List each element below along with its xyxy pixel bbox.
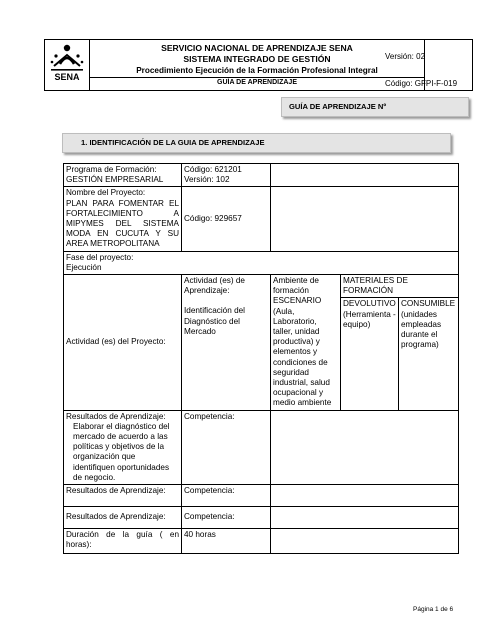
competencia-cell: [182, 485, 271, 507]
duracion-value: 40 horas: [184, 530, 216, 540]
resultados-label: Resultados de Aprendizaje:: [66, 512, 166, 522]
ambiente-cell: [271, 275, 341, 411]
programa-version: Versión: 102: [184, 175, 230, 185]
consumible-cell: [399, 298, 459, 410]
proyecto-value: PLAN PARA FOMENTAR EL FORTALECIMIENTO A MIPYMES DEL SISTEMA MODA EN CUCUTA Y SU AREA METROPOLITANA: [66, 198, 179, 249]
table-row-programa: [64, 164, 459, 187]
materiales-header-cell: [341, 275, 459, 298]
ambiente-text: Ambiente de formación ESCENARIO (Aula, Laboratorio, taller, unidad productiva) y elementos y condiciones de seguridad industrial, salud ocupacional y medio ambiente: [273, 276, 332, 408]
header-line-2: SISTEMA INTEGRADO DE GESTIÓN: [183, 54, 331, 64]
fase-cell: [64, 251, 459, 274]
table-row-fase: [64, 251, 459, 274]
header-version: Versión: 02: [385, 52, 426, 61]
programa-code-cell: [182, 164, 271, 187]
section-title-banner: 1. IDENTIFICACIÓN DE LA GUIA DE APRENDIZAJE: [62, 133, 451, 153]
empty-cell: [271, 410, 459, 484]
resultados-cell: [64, 410, 182, 484]
sena-logo: [45, 40, 89, 89]
materiales-label: MATERIALES DE FORMACIÓN: [343, 276, 408, 296]
guia-number-banner: GUÍA DE APRENDIZAJE Nº: [281, 97, 469, 117]
competencia-cell: [182, 507, 271, 529]
empty-cell: [271, 529, 459, 554]
actividad-aprendizaje-label: Actividad (es) de Aprendizaje:: [184, 276, 245, 296]
proyecto-codigo: Código: 929657: [184, 213, 242, 223]
duracion-value-cell: [182, 529, 271, 554]
programa-codigo: Código: 621201: [184, 165, 242, 174]
resultados-cell: [64, 485, 182, 507]
header-title-cell: [90, 40, 425, 90]
competencia-label: Competencia:: [184, 486, 235, 496]
actividad-proyecto-label: Actividad (es) del Proyecto:: [66, 337, 166, 347]
proyecto-code-cell: [182, 187, 271, 251]
actividad-aprendizaje-cell: [182, 275, 271, 411]
empty-cell: [271, 507, 459, 529]
table-row-resultados-1: [64, 410, 459, 484]
actividad-proyecto-cell: [64, 275, 182, 411]
identification-table: [63, 163, 459, 554]
table-row-resultados-2: [64, 485, 459, 507]
resultados-label: Resultados de Aprendizaje:: [66, 411, 166, 421]
logo-text: SENA: [54, 72, 80, 82]
resultados-value: Elaborar el diagnóstico del mercado de acuerdo a las políticas y objetivos de la organización que identifiquen oportunidades de negocio.: [73, 421, 170, 482]
devolutivo-text: DEVOLUTIVO (Herramienta - equipo): [343, 299, 396, 329]
consumible-text: CONSUMIBLE (unidades empleadas durante el programa): [401, 299, 456, 350]
duracion-cell: [64, 529, 182, 554]
programa-label: Programa de Formación:: [66, 165, 157, 174]
empty-cell: [271, 187, 459, 251]
resultados-cell: [64, 507, 182, 529]
empty-cell: [271, 164, 459, 187]
competencia-cell: [182, 410, 271, 484]
fase-value: Ejecución: [66, 262, 102, 272]
header-line-4: GUÍA DE APRENDIZAJE: [217, 79, 297, 86]
header-code: Código: GFPI-F-019: [385, 79, 458, 88]
table-row-proyecto: [64, 187, 459, 251]
header-line-1: SERVICIO NACIONAL DE APRENDIZAJE SENA: [161, 43, 353, 53]
header-line-3: Procedimiento Ejecución de la Formación Profesional Integral: [136, 66, 378, 75]
logo-cell: [45, 40, 90, 90]
duracion-label: Duración de la guía ( en horas):: [66, 530, 179, 550]
programa-cell: [64, 164, 182, 187]
empty-cell: [271, 485, 459, 507]
table-row-duracion: [64, 529, 459, 554]
proyecto-cell: [64, 187, 182, 251]
table-row-actividad: [64, 275, 459, 298]
competencia-label: Competencia:: [184, 411, 235, 421]
table-row-resultados-3: [64, 507, 459, 529]
actividad-aprendizaje-value: Identificación del Diagnóstico del Mercado: [184, 306, 245, 336]
page-number: Página 1 de 6: [413, 606, 454, 613]
programa-value: GESTIÓN EMPRESARIAL: [66, 175, 164, 185]
resultados-label: Resultados de Aprendizaje:: [66, 486, 166, 496]
devolutivo-cell: [341, 298, 399, 410]
competencia-label: Competencia:: [184, 512, 235, 522]
proyecto-label: Nombre del Proyecto:: [66, 188, 146, 198]
fase-label: Fase del proyecto:: [66, 252, 134, 262]
